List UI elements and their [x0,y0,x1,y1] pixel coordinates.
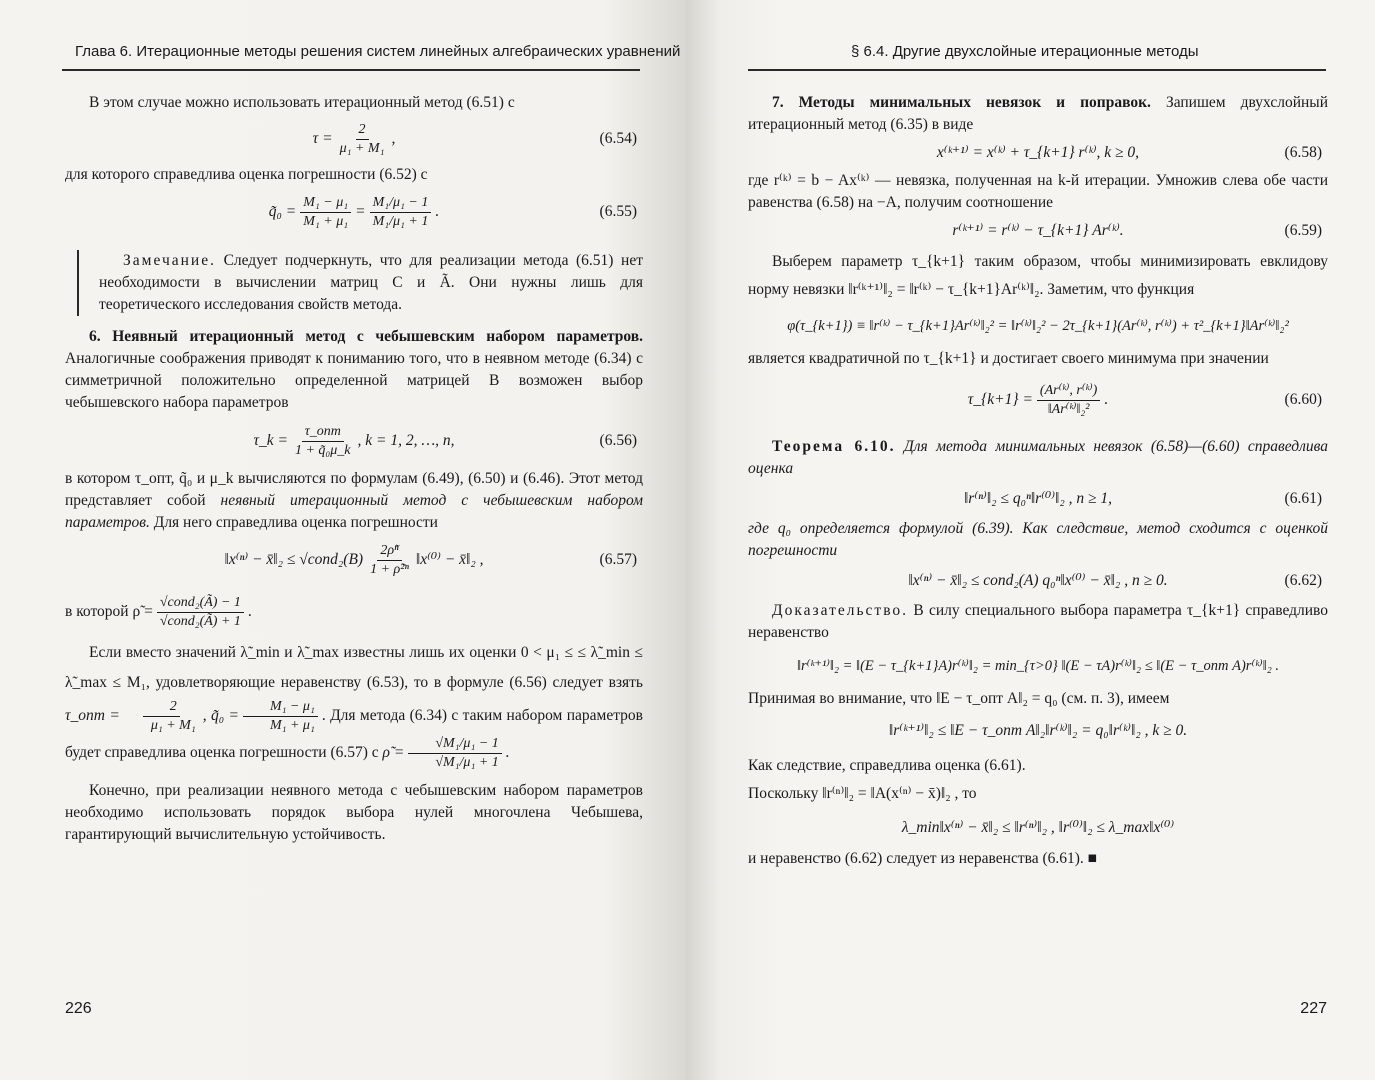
page-body [748,92,1328,870]
equation-number: (6.56) [599,432,637,449]
equation-6-62 [748,564,1328,598]
eq-lhs: q̃₀ = [268,203,297,220]
paragraph: Выберем параметр τ_{k+1} таким образом, чтобы минимизировать евклидову норму невязки ‖r⁽ᵏ⁺¹⁾‖₂ = ‖r⁽ᵏ⁾ − τ_{k+1}Ar⁽ᵏ⁾‖₂. Заметим, что функция [748,253,1328,298]
remark-title: Замечание. [123,252,216,269]
paragraph [65,468,643,534]
equation-number: (6.60) [1284,391,1322,408]
section-text: Запишем двухслойный итерационный метод (6.35) в виде [748,94,1328,133]
paragraph: Если вместо значений λ̃_min и λ̃_max известны лишь их оценки 0 < μ₁ ≤ ≤ λ̃_min ≤ λ̃_max ≤ M₁, удовлетворяющие неравенству (6.53), то в формуле (6.56) следует взять τ_опт = $\frac{2}{\text{μ₁ + M₁}}$ , q̃₀ = $\frac{\text{M₁ − μ₁}}{\text{M₁ + μ₁}}$ . Для метода (6.34) с таким набором параметров будет справедлива оценка погрешности (6.57) с ρ̃ = $\frac{\text{√M₁/μ₁ − 1}}{\text{√M₁/μ₁ + 1}}$ . [65,644,644,770]
eq-fraction [1037,382,1100,419]
eq-sign: = [355,203,366,220]
equation-6-57 [65,536,643,584]
eq-expression: λ_min‖x⁽ⁿ⁾ − x̄‖₂ ≤ ‖r⁽ⁿ⁾‖₂ , ‖r⁽⁰⁾‖₂ ≤ λ_max‖x⁽⁰⁾ [901,819,1175,836]
equation-6-55 [65,188,643,236]
equation-6-54 [65,116,643,162]
eq-num: (Ar⁽ᵏ⁾, r⁽ᵏ⁾) [1037,382,1100,401]
rho-definition [65,586,643,638]
equation-number: (6.55) [599,203,637,220]
eq-lhs: ‖x⁽ⁿ⁾ − x̄‖₂ ≤ √cond₂(B) [224,551,364,568]
header-rule [748,69,1326,71]
eq-den: M₁ + μ₁ [269,718,315,733]
equation-number: (6.54) [599,130,637,147]
eq-den: ‖Ar⁽ᵏ⁾‖₂² [1047,401,1090,417]
italic-text: где q₀ определяется формулой (6.39). Как следствие, метод сходится с оценкой погрешности [748,520,1328,559]
eq-expression: φ(τ_{k+1}) ≡ ‖r⁽ᵏ⁾ − τ_{k+1}Ar⁽ᵏ⁾‖₂² = ‖r⁽ᵏ⁾‖₂² − 2τ_{k+1}(Ar⁽ᵏ⁾, r⁽ᵏ⁾) + τ²_{k+1}‖Ar⁽ᵏ⁾‖₂² [787,318,1289,334]
eq-expression: r⁽ᵏ⁺¹⁾ = r⁽ᵏ⁾ − τ_{k+1} Ar⁽ᵏ⁾. [952,222,1124,239]
eq-tail: . [1104,391,1109,408]
eq-fraction [300,194,351,231]
text: Для него справедлива оценка погрешности [153,514,438,531]
paragraph [748,518,1328,562]
eq-tail: ‖x⁽⁰⁾ − x̄‖₂ , [415,551,484,568]
eq-num: 2 [143,698,180,717]
eq-expression: x⁽ᵏ⁺¹⁾ = x⁽ᵏ⁾ + τ_{k+1} r⁽ᵏ⁾, k ≥ 0, [936,144,1140,161]
eq-den: M₁/μ₁ + 1 [372,213,429,229]
equation-6-60 [748,372,1328,428]
header-rule [62,69,640,71]
eq-num: 2ρ̃ⁿ [377,542,401,561]
equation-number: (6.57) [599,551,637,568]
section-title: 6. Неявный итерационный метод с чебышевским набором параметров. [89,328,643,345]
eq-num: M₁/μ₁ − 1 [370,194,432,213]
eq-expression: ‖r⁽ᵏ⁺¹⁾‖₂ ≤ ‖E − τ_опт A‖₂‖r⁽ᵏ⁾‖₂ = q₀‖r⁽ᵏ⁾‖₂ , k ≥ 0. [888,722,1188,739]
equation-6-61 [748,482,1328,516]
paragraph: для которого справедлива оценка погрешности (6.52) с [65,166,428,183]
eq-fraction [124,698,199,735]
eq-fraction [157,594,244,631]
section-6 [65,326,643,414]
text: в котором τ_опт, q̃₀ и μ_k вычисляются по формулам (6.49), (6.50) и (6.46). Этот метод представляет собой [65,470,643,509]
paragraph: Принимая во внимание, что ‖E − τ_опт A‖₂ = q₀ (см. п. 3), имеем [748,690,1170,707]
paragraph: Конечно, при реализации неявного метода с чебышевским набором параметров необходимо использовать порядок выбора нулей многочлена Чебышева, гарантирующий вычислительную устойчивость. [65,782,643,843]
eq-tail: , k = 1, 2, …, n, [357,432,455,449]
page-number: 226 [65,1000,92,1017]
left-page [0,0,686,1080]
eq-num: 2 [356,121,369,140]
text: в которой ρ̃ = [65,603,153,620]
equation-lambda [748,810,1328,846]
eq-den: 1 + ρ̃²ⁿ [370,561,409,577]
eq-lhs: τ_опт = [65,707,120,725]
eq-fraction [292,423,354,460]
eq-fraction [367,542,412,579]
equation-min [748,646,1328,686]
remark-block [77,250,643,316]
theorem-6-10 [748,436,1328,480]
equation-6-58 [748,138,1328,168]
theorem-text: Для метода минимальных невязок (6.58)—(6.60) справедлива оценка [748,438,1328,477]
proof-title: Доказательство. [772,602,909,619]
text: . Для метода (6.34) с таким набором параметров будет справедлива оценка погрешности (6.57) с [65,707,644,762]
page-body [65,92,643,846]
remark-text: Следует подчеркнуть, что для реализации метода (6.51) нет необходимости в вычислении матриц C и Ã. Они нужны лишь для теоретического исследования свойств метода. [99,252,643,313]
eq-fraction [337,121,388,158]
page-number: 227 [1300,1000,1327,1017]
eq-den: √M₁/μ₁ + 1 [435,755,499,770]
paragraph: где r⁽ᵏ⁾ = b − Ax⁽ᵏ⁾ — невязка, полученная на k-й итерации. Умножив слева обе части равенства (6.58) на −A, получим соотношение [748,172,1328,211]
section-7 [748,92,1328,136]
paragraph: В этом случае можно использовать итерационный метод (6.51) с [89,94,515,111]
equation-number: (6.58) [1284,144,1322,161]
paragraph: Как следствие, справедлива оценка (6.61). [748,757,1026,774]
right-page [686,0,1375,1080]
section-text: Аналогичные соображения приводят к пониманию того, что в неявном методе (6.34) с симметричной положительно определенной матрицей B возможен выбор чебышевского набора параметров [65,350,643,411]
proof-text: В силу специального выбора параметра τ_{k+1} справедливо неравенство [748,602,1329,641]
proof [748,600,1328,644]
eq-tail: , [391,130,396,147]
eq-num: M₁ − μ₁ [243,698,318,717]
eq-lhs: q̃₀ = [210,707,239,725]
equation-phi [748,306,1328,346]
eq-den: 1 + q̃₀μ_k [294,442,351,458]
eq-lhs: τ = [312,130,333,147]
equation-number: (6.59) [1284,222,1322,239]
equation-q [748,712,1328,750]
eq-fraction [243,698,318,735]
eq-expression: ‖x⁽ⁿ⁾ − x̄‖₂ ≤ cond₂(A) q₀ⁿ‖x⁽⁰⁾ − x̄‖₂ , n ≥ 0. [908,572,1168,589]
eq-fraction [408,735,501,772]
eq-num: √M₁/μ₁ − 1 [408,735,501,754]
text: Если вместо значений λ̃_min и λ̃_max известны лишь их оценки 0 < μ₁ ≤ ≤ λ̃_min ≤ λ̃_max ≤ M₁, удовлетворяющие неравенству (6.53), то в формуле (6.56) следует взять [65,644,643,691]
eq-den: √cond₂(Ã) + 1 [159,613,241,629]
eq-den: μ₁ + M₁ [150,718,196,733]
eq-expression: ‖r⁽ⁿ⁾‖₂ ≤ q₀ⁿ‖r⁽⁰⁾‖₂ , n ≥ 1, [963,490,1113,507]
paragraph: и неравенство (6.62) следует из неравенства (6.61). ■ [748,850,1098,867]
eq-den: M₁ + μ₁ [303,213,349,229]
eq-num: √cond₂(Ã) − 1 [157,594,244,613]
equation-number: (6.62) [1284,572,1322,589]
eq-num: τ_опт [302,423,344,442]
eq-lhs: τ_k = [253,432,288,449]
paragraph: является квадратичной по τ_{k+1} и достигает своего минимума при значении [748,350,1269,367]
theorem-title: Теорема 6.10. [772,438,896,455]
equation-6-56 [65,416,643,466]
eq-tail: . [435,203,440,220]
eq-den: μ₁ + M₁ [339,140,385,156]
running-header: § 6.4. Другие двухслойные итерационные методы [851,43,1199,60]
equation-6-59 [748,216,1328,246]
eq-tail: . [505,744,510,762]
eq-expression: ‖r⁽ᵏ⁺¹⁾‖₂ = ‖(E − τ_{k+1}A)r⁽ᵏ⁾‖₂ = min_{τ>0} ‖(E − τA)r⁽ᵏ⁾‖₂ ≤ ‖(E − τ_опт A)r⁽ᵏ⁾‖₂ . [796,658,1280,674]
section-title: 7. Методы минимальных невязок и поправок. [772,94,1151,111]
eq-num: M₁ − μ₁ [300,194,351,213]
paragraph: Поскольку ‖r⁽ⁿ⁾‖₂ = ‖A(x⁽ⁿ⁾ − x̄)‖₂ , то [748,785,977,802]
eq-lhs: τ_{k+1} = [967,391,1033,408]
running-header: Глава 6. Итерационные методы решения систем линейных алгебраических уравнений [75,43,681,60]
eq-lhs: ρ̃ = [382,744,405,762]
eq-tail: . [247,603,252,620]
eq-fraction [370,194,432,231]
equation-number: (6.61) [1284,490,1322,507]
italic-text: неявный итерационный метод с чебышевским набором параметров. [65,492,643,531]
